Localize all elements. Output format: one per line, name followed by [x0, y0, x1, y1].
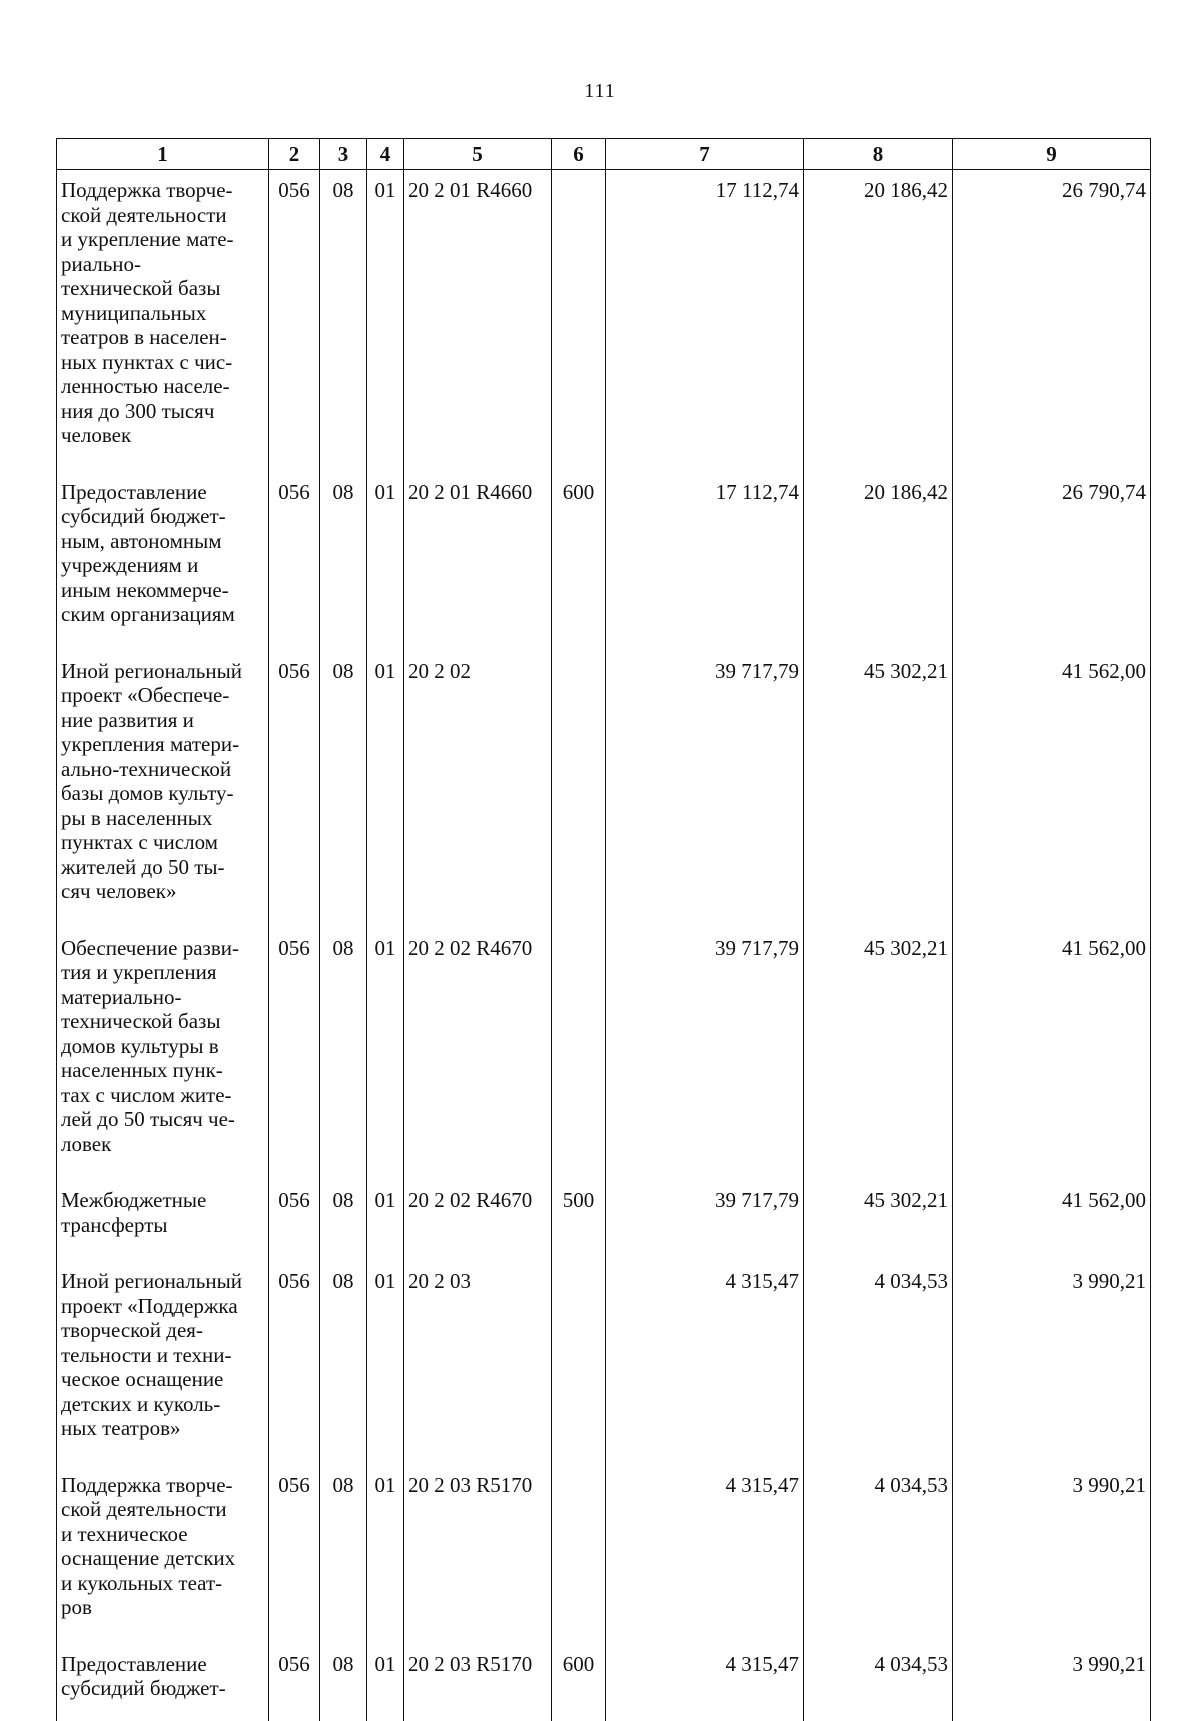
- target-article-cell: 20 2 01 R4660: [404, 170, 552, 468]
- table-row: [57, 170, 1151, 468]
- amount-col9-cell: 3 990,21: [953, 1257, 1151, 1461]
- header-row: [57, 139, 1151, 170]
- amount-col8-cell: 45 302,21: [804, 647, 953, 924]
- amount-col7-cell: 4 315,47: [606, 1640, 804, 1721]
- header-cell-5: 5: [404, 139, 552, 170]
- amount-col7-cell: 39 717,79: [606, 1176, 804, 1257]
- section-code-cell: 08: [320, 1461, 367, 1640]
- amount-col8-cell: 45 302,21: [804, 924, 953, 1177]
- row-name-cell: Иной региональный проект «Обеспече- ние развития и укрепления матери- ально-технической базы домов культу- ры в населенных пунктах с числом жителей до 50 ты- сяч человек»: [57, 647, 269, 924]
- section-code-cell: 08: [320, 1640, 367, 1721]
- page-number: 111: [584, 80, 616, 102]
- subsection-code-cell: 01: [367, 1640, 404, 1721]
- ministry-code-cell: 056: [269, 647, 320, 924]
- subsection-code-cell: 01: [367, 1176, 404, 1257]
- amount-col9-cell: 3 990,21: [953, 1461, 1151, 1640]
- header-cell-9: 9: [953, 139, 1151, 170]
- expense-type-cell: [552, 924, 606, 1177]
- target-article-cell: 20 2 02: [404, 647, 552, 924]
- header-cell-7: 7: [606, 139, 804, 170]
- section-code-cell: 08: [320, 1257, 367, 1461]
- expense-type-cell: [552, 647, 606, 924]
- table-row: [57, 924, 1151, 1177]
- ministry-code-cell: 056: [269, 924, 320, 1177]
- section-code-cell: 08: [320, 1176, 367, 1257]
- table-row: [57, 1461, 1151, 1640]
- amount-col7-cell: 4 315,47: [606, 1461, 804, 1640]
- table-row: [57, 647, 1151, 924]
- ministry-code-cell: 056: [269, 1257, 320, 1461]
- header-cell-1: 1: [57, 139, 269, 170]
- expense-type-cell: [552, 170, 606, 468]
- table-row: [57, 1257, 1151, 1461]
- amount-col7-cell: 4 315,47: [606, 1257, 804, 1461]
- amount-col7-cell: 17 112,74: [606, 170, 804, 468]
- expense-type-cell: 600: [552, 468, 606, 647]
- amount-col9-cell: 26 790,74: [953, 170, 1151, 468]
- amount-col8-cell: 20 186,42: [804, 468, 953, 647]
- header-cell-6: 6: [552, 139, 606, 170]
- row-name-cell: Предоставление субсидий бюджет- ным, автономным учреждениям и иным некоммерче- ским организациям: [57, 468, 269, 647]
- amount-col8-cell: 4 034,53: [804, 1257, 953, 1461]
- ministry-code-cell: 056: [269, 170, 320, 468]
- amount-col7-cell: 39 717,79: [606, 924, 804, 1177]
- amount-col9-cell: 3 990,21: [953, 1640, 1151, 1721]
- row-name-cell: Поддержка творче- ской деятельности и укрепление мате- риально- технической базы муниципальных театров в населен- ных пунктах с чис- ленностью населе- ния до 300 тысяч человек: [57, 170, 269, 468]
- section-code-cell: 08: [320, 468, 367, 647]
- subsection-code-cell: 01: [367, 924, 404, 1177]
- row-name-cell: Обеспечение разви- тия и укрепления материально- технической базы домов культуры в населенных пунк- тах с числом жите- лей до 50 тысяч че- ловек: [57, 924, 269, 1177]
- header-cell-3: 3: [320, 139, 367, 170]
- budget-table: [56, 138, 1151, 1721]
- table-row: [57, 1176, 1151, 1257]
- target-article-cell: 20 2 03 R5170: [404, 1640, 552, 1721]
- ministry-code-cell: 056: [269, 1640, 320, 1721]
- row-name-cell: Поддержка творче- ской деятельности и техническое оснащение детских и кукольных теат- ров: [57, 1461, 269, 1640]
- amount-col9-cell: 41 562,00: [953, 924, 1151, 1177]
- subsection-code-cell: 01: [367, 170, 404, 468]
- amount-col7-cell: 39 717,79: [606, 647, 804, 924]
- header-cell-8: 8: [804, 139, 953, 170]
- amount-col9-cell: 41 562,00: [953, 1176, 1151, 1257]
- target-article-cell: 20 2 03: [404, 1257, 552, 1461]
- amount-col9-cell: 26 790,74: [953, 468, 1151, 647]
- expense-type-cell: [552, 1461, 606, 1640]
- header-cell-2: 2: [269, 139, 320, 170]
- amount-col8-cell: 20 186,42: [804, 170, 953, 468]
- amount-col8-cell: 4 034,53: [804, 1461, 953, 1640]
- table-row: [57, 468, 1151, 647]
- target-article-cell: 20 2 03 R5170: [404, 1461, 552, 1640]
- section-code-cell: 08: [320, 170, 367, 468]
- target-article-cell: 20 2 02 R4670: [404, 1176, 552, 1257]
- subsection-code-cell: 01: [367, 647, 404, 924]
- expense-type-cell: 600: [552, 1640, 606, 1721]
- ministry-code-cell: 056: [269, 1176, 320, 1257]
- table-row: [57, 1640, 1151, 1721]
- ministry-code-cell: 056: [269, 1461, 320, 1640]
- target-article-cell: 20 2 02 R4670: [404, 924, 552, 1177]
- amount-col7-cell: 17 112,74: [606, 468, 804, 647]
- subsection-code-cell: 01: [367, 468, 404, 647]
- row-name-cell: Иной региональный проект «Поддержка творческой дея- тельности и техни- ческое оснащение детских и куколь- ных театров»: [57, 1257, 269, 1461]
- target-article-cell: 20 2 01 R4660: [404, 468, 552, 647]
- expense-type-cell: [552, 1257, 606, 1461]
- section-code-cell: 08: [320, 647, 367, 924]
- amount-col8-cell: 45 302,21: [804, 1176, 953, 1257]
- row-name-cell: Межбюджетные трансферты: [57, 1176, 269, 1257]
- subsection-code-cell: 01: [367, 1461, 404, 1640]
- subsection-code-cell: 01: [367, 1257, 404, 1461]
- amount-col8-cell: 4 034,53: [804, 1640, 953, 1721]
- header-cell-4: 4: [367, 139, 404, 170]
- amount-col9-cell: 41 562,00: [953, 647, 1151, 924]
- section-code-cell: 08: [320, 924, 367, 1177]
- row-name-cell: Предоставление субсидий бюджет-: [57, 1640, 269, 1721]
- expense-type-cell: 500: [552, 1176, 606, 1257]
- ministry-code-cell: 056: [269, 468, 320, 647]
